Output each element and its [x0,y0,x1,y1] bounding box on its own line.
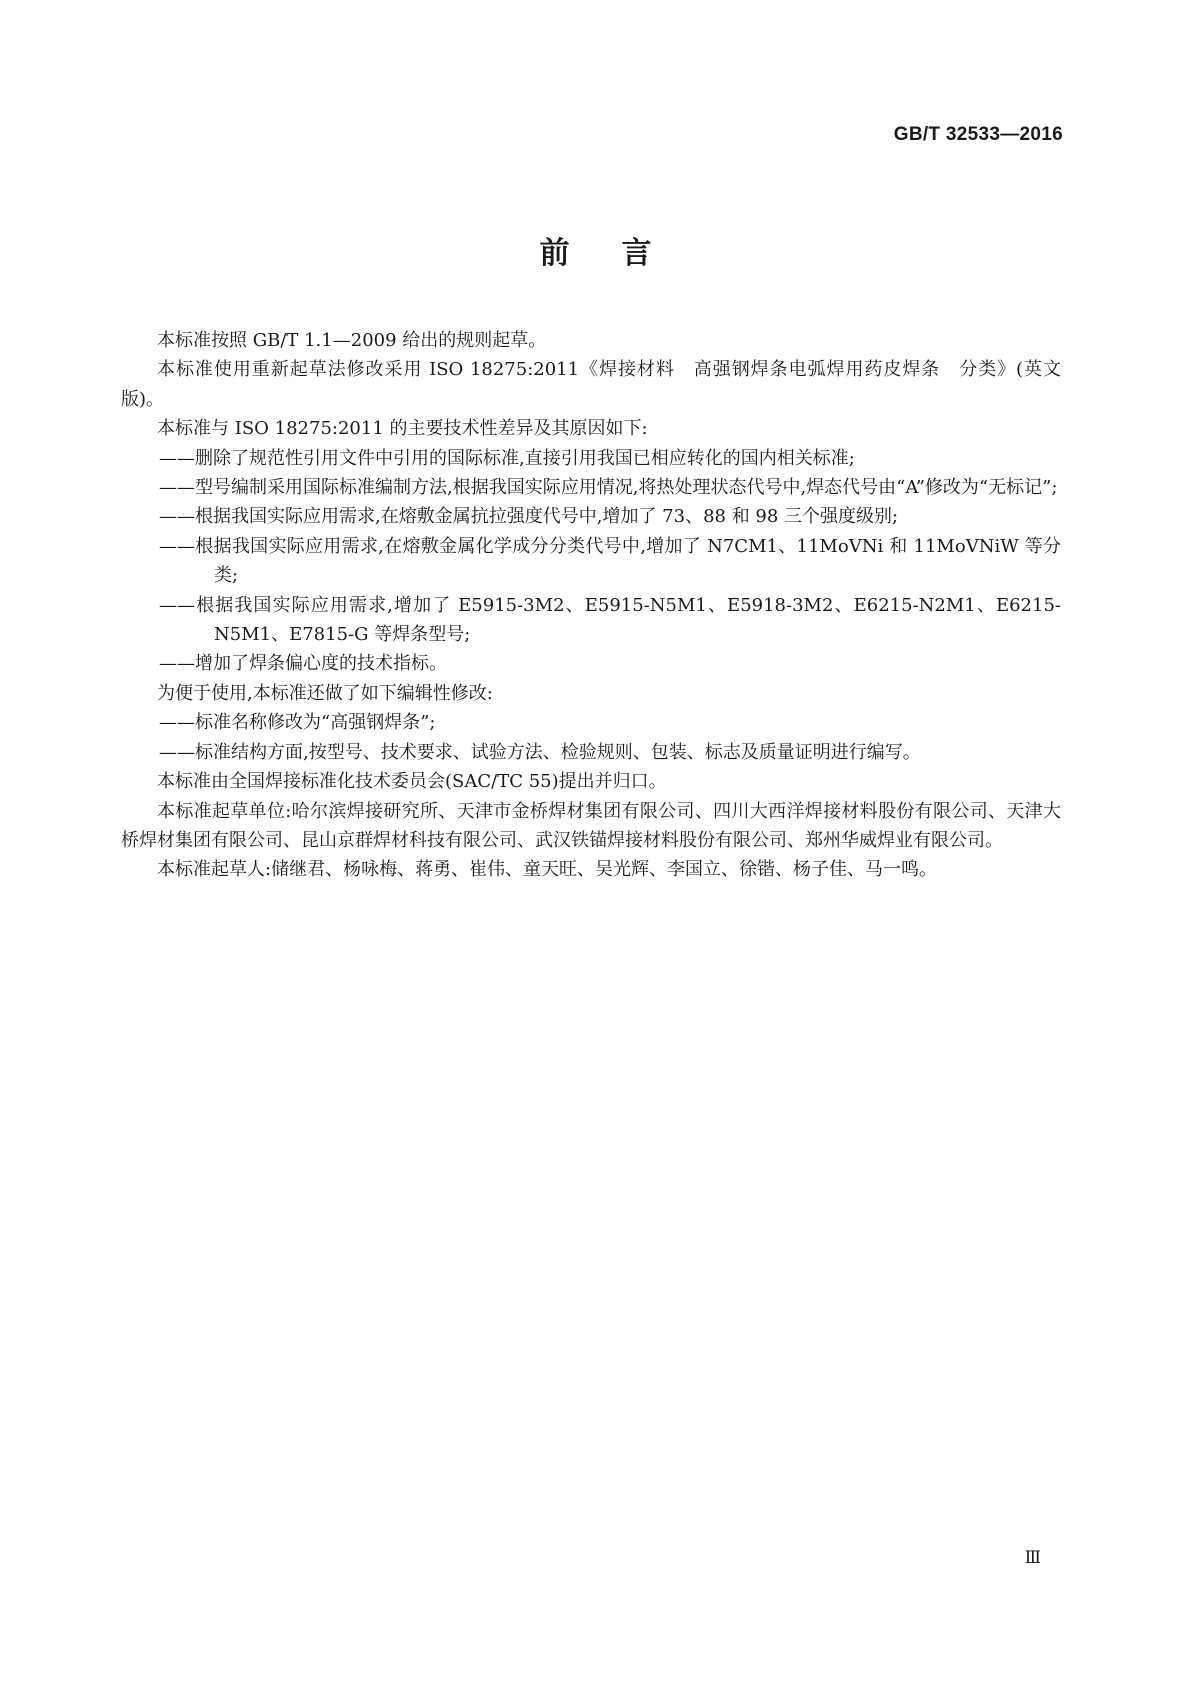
paragraph-drafting-rules: 本标准按照 GB/T 1.1—2009 给出的规则起草。 [157,330,547,351]
difference-item: ——删除了规范性引用文件中引用的国际标准,直接引用我国已相应转化的国内相关标准; [159,447,855,469]
paragraph-drafting-units: 本标准起草单位:哈尔滨焊接研究所、天津市金桥焊材集团有限公司、四川大西洋焊接材料股份有限公司、天津大桥焊材集团有限公司、昆山京群焊材科技有限公司、武汉铁锚焊接材料股份有限公司、郑州华威焊业有限公司。 [121,800,1061,851]
page-number: Ⅲ [1024,1548,1041,1568]
page-title: 前言 [539,236,704,271]
document-body [121,326,1061,885]
paragraph-editorial-intro: 为便于使用,本标准还做了如下编辑性修改: [157,682,493,704]
paragraph-adoption: 本标准使用重新起草法修改采用 ISO 18275:2011《焊接材料 高强钢焊条电弧焊用药皮焊条 分类》(英文版)。 [121,359,1061,410]
paragraph-proposer: 本标准由全国焊接标准化技术委员会(SAC/TC 55)提出并归口。 [157,771,667,793]
editorial-item: ——标准名称修改为“高强钢焊条”; [159,712,436,734]
paragraph-drafters: 本标准起草人:储继君、杨咏梅、蒋勇、崔伟、童天旺、吴光辉、李国立、徐锴、杨子佳、马一鸣。 [157,859,938,881]
editorial-item: ——标准结构方面,按型号、技术要求、试验方法、检验规则、包装、标志及质量证明进行编写。 [159,741,921,763]
difference-item: ——增加了焊条偏心度的技术指标。 [159,653,447,675]
difference-item: ——根据我国实际应用需求,增加了 E5915-3M2、E5915-N5M1、E5918-3M2、E6215-N2M1、E6215-N5M1、E7815-G 等焊条型号; [159,594,1061,646]
difference-item: ——根据我国实际应用需求,在熔敷金属化学成分分类代号中,增加了 N7CM1、11MoVNi 和 11MoVNiW 等分类; [159,535,1061,587]
standard-code: GB/T 32533—2016 [893,124,1063,145]
difference-item: ——根据我国实际应用需求,在熔敷金属抗拉强度代号中,增加了 73、88 和 98 三个强度级别; [159,506,899,528]
paragraph-differences-intro: 本标准与 ISO 18275:2011 的主要技术性差异及其原因如下: [157,418,648,440]
difference-item: ——型号编制采用国际标准编制方法,根据我国实际应用情况,将热处理状态代号中,焊态代号由“A”修改为“无标记”; [159,477,1058,499]
